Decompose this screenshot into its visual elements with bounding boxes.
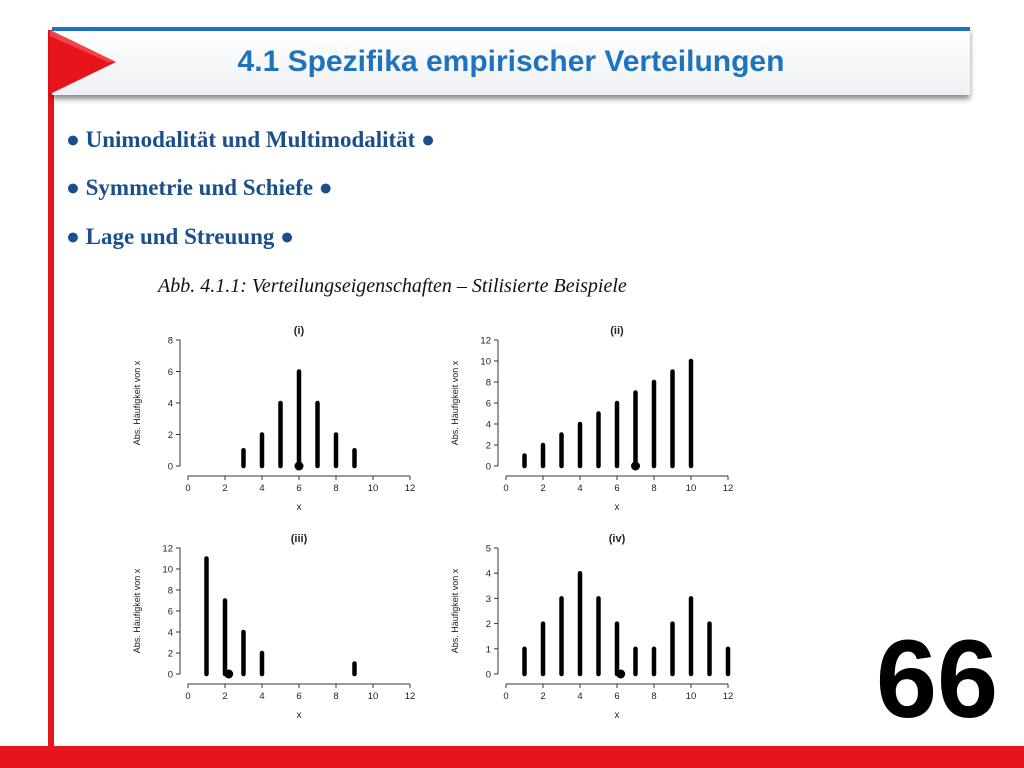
y-tick-label: 0	[167, 461, 173, 473]
y-axis-label: Abs. Häufigkeit von x	[450, 360, 460, 446]
x-tick-label: 4	[577, 691, 583, 702]
y-tick-label: 2	[485, 440, 491, 452]
y-tick-label: 2	[485, 619, 491, 631]
y-tick-label: 0	[485, 669, 491, 681]
chart-title: (iii)	[290, 533, 308, 545]
bullet-unimodality: ● Unimodalität und Multimodalität ●	[66, 127, 435, 152]
y-axis-label: Abs. Häufigkeit von x	[132, 360, 142, 446]
x-tick-label: 2	[540, 691, 546, 702]
location-marker	[631, 462, 640, 471]
x-tick-label: 8	[333, 691, 339, 702]
x-tick-label: 6	[296, 483, 302, 494]
y-tick-label: 6	[167, 606, 173, 618]
y-tick-label: 0	[485, 461, 491, 473]
x-tick-label: 4	[577, 483, 583, 494]
x-tick-label: 12	[404, 483, 416, 494]
y-tick-label: 5	[485, 543, 491, 555]
x-tick-label: 10	[367, 691, 379, 702]
chart-panel-1	[132, 325, 415, 513]
bullet-symmetry: ● Symmetrie und Schiefe ●	[66, 175, 333, 200]
location-marker	[224, 670, 233, 679]
y-tick-label: 2	[167, 648, 173, 660]
slide-title: 4.1 Spezifika empirischer Verteilungen	[237, 45, 785, 78]
x-axis-label: x	[296, 710, 302, 721]
y-tick-label: 3	[485, 593, 491, 605]
y-tick-label: 4	[167, 627, 173, 639]
x-axis-label: x	[614, 710, 620, 721]
x-tick-label: 2	[222, 691, 228, 702]
x-tick-label: 0	[503, 483, 509, 494]
x-tick-label: 12	[722, 483, 734, 494]
chart-panel-2	[450, 325, 733, 513]
x-tick-label: 12	[722, 691, 734, 702]
x-tick-label: 0	[503, 691, 509, 702]
chart-panel-3	[132, 533, 415, 721]
y-tick-label: 2	[167, 430, 173, 441]
x-axis-label: x	[296, 502, 302, 513]
x-tick-label: 0	[185, 691, 191, 702]
y-tick-label: 1	[485, 644, 491, 656]
page-number: 66	[875, 618, 999, 741]
y-tick-label: 8	[167, 335, 173, 347]
x-tick-label: 2	[540, 483, 546, 494]
x-tick-label: 10	[685, 483, 697, 494]
x-tick-label: 6	[296, 691, 302, 702]
x-tick-label: 2	[222, 483, 228, 494]
x-tick-label: 4	[259, 483, 265, 494]
x-tick-label: 0	[185, 483, 191, 494]
y-tick-label: 12	[480, 335, 491, 347]
chart-panel-4	[450, 533, 733, 721]
y-tick-label: 8	[485, 377, 491, 389]
y-tick-label: 10	[480, 356, 491, 368]
y-tick-label: 10	[162, 564, 173, 576]
x-axis-label: x	[614, 502, 620, 513]
x-tick-label: 8	[333, 483, 339, 494]
slide-bottom-bar	[0, 746, 1024, 768]
slide-left-accent-line	[48, 30, 54, 758]
figure-caption: Abb. 4.1.1: Verteilungseigenschaften – Stilisierte Beispiele	[158, 275, 627, 297]
y-axis-label: Abs. Häufigkeit von x	[450, 568, 460, 654]
x-tick-label: 12	[404, 691, 416, 702]
y-tick-label: 4	[167, 398, 173, 410]
chart-title: (ii)	[610, 325, 624, 337]
y-tick-label: 4	[485, 568, 491, 580]
y-tick-label: 0	[167, 669, 173, 681]
distribution-charts	[120, 316, 760, 736]
chart-title: (i)	[293, 325, 305, 337]
x-tick-label: 10	[685, 691, 697, 702]
location-marker	[295, 462, 304, 471]
title-banner	[52, 27, 970, 95]
y-tick-label: 8	[167, 585, 173, 597]
x-tick-label: 8	[651, 483, 657, 494]
bullet-location-spread: ● Lage und Streuung ●	[66, 224, 295, 249]
y-tick-label: 6	[167, 367, 173, 378]
y-tick-label: 4	[485, 419, 491, 431]
y-axis-label: Abs. Häufigkeit von x	[132, 568, 142, 654]
x-tick-label: 8	[651, 691, 657, 702]
x-tick-label: 6	[614, 691, 620, 702]
x-tick-label: 4	[259, 691, 265, 702]
red-flag-icon	[46, 26, 126, 98]
y-tick-label: 6	[485, 398, 491, 410]
location-marker	[616, 670, 625, 679]
chart-title: (iv)	[608, 533, 626, 545]
y-tick-label: 12	[162, 543, 173, 555]
x-tick-label: 10	[367, 483, 379, 494]
x-tick-label: 6	[614, 483, 620, 494]
